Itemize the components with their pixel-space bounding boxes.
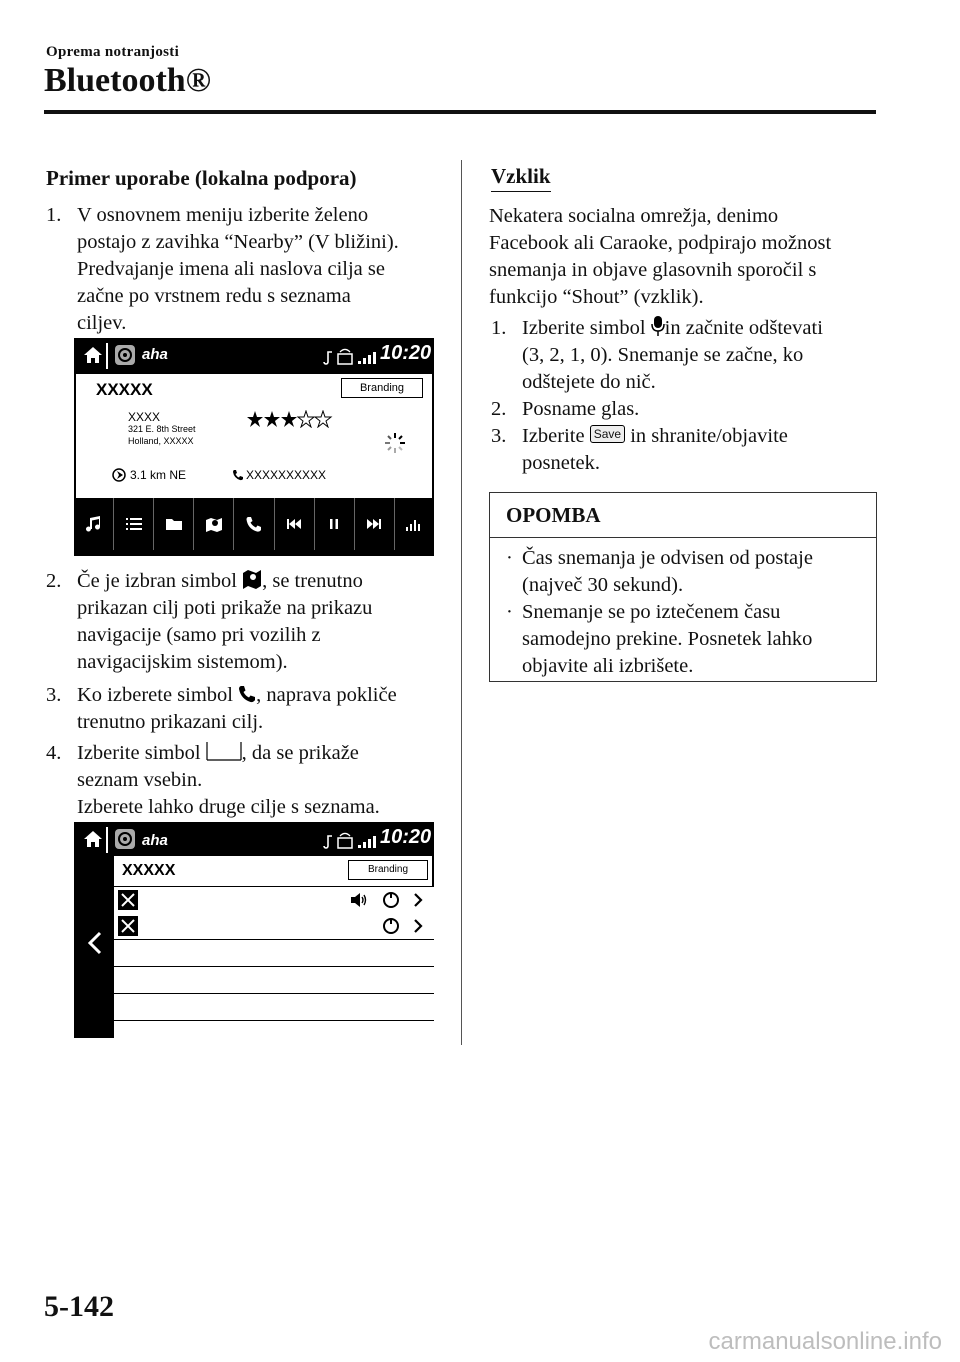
clock: 10:20 bbox=[380, 342, 432, 364]
step-line: Izberete lahko druge cilje s seznama. bbox=[77, 796, 380, 818]
dock-map[interactable] bbox=[194, 498, 234, 550]
bullet-line: samodejno prekine. Posnetek lahko bbox=[522, 628, 813, 650]
step-line: ciljev. bbox=[77, 312, 127, 334]
list-icon bbox=[125, 515, 143, 533]
step-line: V osnovnem meniju izberite želeno bbox=[77, 204, 369, 226]
list-button-icon bbox=[206, 740, 242, 762]
speaker-icon bbox=[350, 892, 368, 908]
poi-address-1: 321 E. 8th Street bbox=[128, 424, 196, 434]
dock-next[interactable] bbox=[355, 498, 395, 550]
list-item-empty bbox=[114, 967, 434, 994]
pause-icon bbox=[325, 515, 343, 533]
star-rating bbox=[246, 410, 336, 428]
branding-box: Branding bbox=[348, 860, 428, 880]
note-box bbox=[489, 492, 877, 682]
step-number: 2. bbox=[46, 570, 62, 592]
chapter-title: Bluetooth® bbox=[44, 62, 212, 99]
list-item-empty bbox=[114, 940, 434, 967]
compass-icon bbox=[112, 468, 126, 482]
list-item-empty bbox=[114, 994, 434, 1021]
step-number: 3. bbox=[46, 684, 62, 706]
music-note-icon bbox=[85, 515, 103, 533]
branding-box: Branding bbox=[341, 378, 423, 398]
step-line: Predvajanje imena ali naslova cilja se bbox=[77, 258, 385, 280]
step-line: prikazan cilj poti prikaže na prikazu bbox=[77, 597, 373, 619]
item-address: 123 Street bbox=[144, 900, 191, 911]
left-step-4 bbox=[46, 740, 456, 821]
phone-icon bbox=[238, 684, 256, 704]
left-heading: Primer uporabe (lokalna podpora) bbox=[46, 166, 357, 190]
aha-logo-icon bbox=[114, 344, 136, 366]
dock-folder[interactable] bbox=[154, 498, 194, 550]
dial-icon bbox=[382, 891, 400, 909]
step-line: navigacije (samo pri vozilih z bbox=[77, 624, 321, 646]
bullet-dot: · bbox=[506, 601, 513, 623]
folder-icon bbox=[165, 515, 183, 533]
step-number: 1. bbox=[46, 204, 62, 226]
header-separator bbox=[106, 827, 108, 853]
left-step-3 bbox=[46, 682, 446, 736]
map-pin-icon bbox=[242, 568, 262, 590]
skip-back-icon bbox=[285, 515, 303, 533]
station-title: XXXXX bbox=[96, 380, 153, 399]
poi-image-icon bbox=[118, 916, 138, 936]
note-bullet bbox=[506, 545, 813, 599]
microphone-icon bbox=[651, 315, 665, 337]
aha-list-screen bbox=[74, 822, 434, 1038]
step-text: Posname glas. bbox=[522, 398, 640, 420]
intro-line: Nekatera socialna omrežja, denimo bbox=[489, 205, 779, 227]
item-address: 46th Street bbox=[144, 926, 193, 937]
chevron-right-icon bbox=[412, 892, 424, 908]
step-line: posnetek. bbox=[522, 452, 600, 474]
bullet-line: (največ 30 sekund). bbox=[522, 574, 684, 596]
left-step-2 bbox=[46, 568, 446, 676]
step-text: in začnite odštevati bbox=[664, 317, 823, 339]
step-text: in shranite/objavite bbox=[630, 425, 788, 447]
step-text: Če je izbran simbol bbox=[77, 570, 237, 592]
phone-icon bbox=[232, 469, 244, 481]
step-text: , se trenutno bbox=[262, 570, 363, 592]
bullet-line: Čas snemanja je odvisen od postaje bbox=[522, 547, 813, 569]
screen-header bbox=[74, 338, 434, 374]
dock-equalizer[interactable] bbox=[395, 498, 434, 550]
back-arrow-icon[interactable] bbox=[86, 930, 104, 956]
dock-list[interactable] bbox=[114, 498, 154, 550]
list-item-empty bbox=[114, 1021, 434, 1038]
status-icons bbox=[320, 832, 380, 850]
intro-line: snemanja in objave glasovnih sporočil s bbox=[489, 259, 817, 281]
step-text: Izberite bbox=[522, 425, 585, 447]
watermark: carmanualsonline.info bbox=[708, 1328, 942, 1355]
phone-icon bbox=[245, 515, 263, 533]
step-number: 2. bbox=[491, 398, 507, 420]
list-title: XXXXX bbox=[122, 862, 176, 879]
poi-image-icon bbox=[118, 890, 138, 910]
home-icon[interactable] bbox=[82, 828, 104, 850]
app-name: aha bbox=[142, 832, 168, 849]
step-text: Izberite simbol bbox=[77, 742, 201, 764]
column-divider bbox=[461, 160, 462, 1045]
chevron-right-icon bbox=[412, 918, 424, 934]
now-playing-panel bbox=[76, 374, 432, 502]
step-line: navigacijskim sistemom). bbox=[77, 651, 288, 673]
step-number: 1. bbox=[491, 317, 507, 339]
bullet-dot: · bbox=[506, 547, 513, 569]
map-pin-icon bbox=[205, 515, 223, 533]
app-name: aha bbox=[142, 346, 168, 363]
step-text: Ko izberete simbol bbox=[77, 684, 233, 706]
step-line: (3, 2, 1, 0). Snemanje se začne, ko bbox=[522, 344, 804, 366]
dock-pause[interactable] bbox=[315, 498, 355, 550]
step-number: 3. bbox=[491, 425, 507, 447]
control-dock bbox=[74, 498, 434, 550]
intro-line: funkcijo “Shout” (vzklik). bbox=[489, 286, 704, 308]
right-intro bbox=[489, 203, 875, 311]
aha-logo-icon bbox=[114, 828, 136, 850]
list-item[interactable] bbox=[114, 913, 434, 940]
step-text: Izberite simbol bbox=[522, 317, 646, 339]
clock: 10:20 bbox=[380, 826, 432, 848]
section-label: Oprema notranjosti bbox=[46, 44, 180, 60]
left-step-1 bbox=[46, 202, 446, 337]
header-separator bbox=[106, 343, 108, 369]
bullet-line: Snemanje se po iztečenem času bbox=[522, 601, 781, 623]
aha-now-playing-screen bbox=[74, 338, 434, 556]
save-button-icon: Save bbox=[590, 425, 625, 443]
step-line: seznam vsebin. bbox=[77, 769, 203, 791]
bullet-line: objavite ali izbrišete. bbox=[522, 655, 694, 677]
dial-icon bbox=[382, 917, 400, 935]
loading-spinner-icon bbox=[384, 432, 406, 454]
right-step-2 bbox=[491, 396, 877, 423]
dock-music[interactable] bbox=[74, 498, 114, 550]
poi-name: XXXX bbox=[128, 410, 161, 424]
step-line: postajo z zavihka “Nearby” (V bližini). bbox=[77, 231, 399, 253]
screen-header bbox=[74, 822, 434, 858]
distance-text: 3.1 km NE bbox=[130, 468, 187, 482]
note-bullet bbox=[506, 599, 812, 680]
header-rule bbox=[44, 110, 876, 114]
step-number: 4. bbox=[46, 742, 62, 764]
home-icon[interactable] bbox=[82, 344, 104, 366]
page-number: 5-142 bbox=[44, 1290, 114, 1323]
step-text: , naprava pokliče bbox=[256, 684, 397, 706]
step-line: odštejete do nič. bbox=[522, 371, 656, 393]
step-line: trenutno prikazani cilj. bbox=[77, 711, 264, 733]
step-line: začne po vrstnem redu s seznama bbox=[77, 285, 351, 307]
note-title: OPOMBA bbox=[490, 493, 876, 538]
step-text: , da se prikaže bbox=[241, 742, 359, 764]
equalizer-icon bbox=[405, 515, 423, 533]
dock-previous[interactable] bbox=[275, 498, 315, 550]
right-heading: Vzklik bbox=[491, 164, 551, 192]
item-name: OOOO bbox=[144, 914, 179, 926]
intro-line: Facebook ali Caraoke, podpirajo možnost bbox=[489, 232, 832, 254]
skip-forward-icon bbox=[365, 515, 383, 533]
right-step-3 bbox=[491, 423, 877, 477]
poi-address-2: Holland, XXXXX bbox=[128, 436, 194, 446]
list-item[interactable] bbox=[114, 886, 434, 914]
right-step-1 bbox=[491, 315, 877, 396]
status-icons bbox=[320, 348, 380, 366]
dock-call[interactable] bbox=[234, 498, 274, 550]
item-name: XXXXX bbox=[144, 888, 181, 900]
phone-number: XXXXXXXXXX bbox=[246, 468, 327, 482]
